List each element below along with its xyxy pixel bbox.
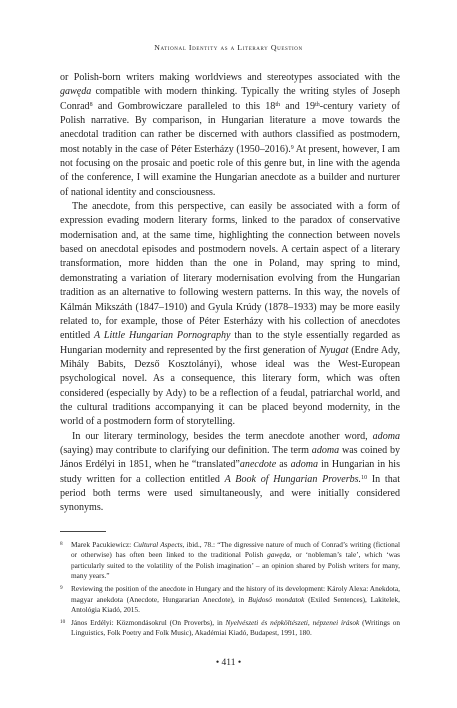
text-run: in Hungarian in his study written for a collection entitled	[60, 459, 400, 485]
text-run: (Writings on Linguistics, Folk Poetry and Folk Music), Akadémiai Kiadó, Budapest, 1991, 180.	[71, 617, 400, 638]
footnote-number: 8	[60, 541, 63, 547]
text-run: In that period both terms were used simultaneously, and were initially considered synonyms.	[60, 473, 400, 514]
text-run: Reviewing the position of the anecdote in Hungary and the history of its development: Károly Alexa: Anekdota, magyar anekdota (Anecdote, Hungararian Anecdote), in	[71, 584, 400, 604]
text-run: (Exiled Sentences), Lakitelek, Antológia Kiadó, 2015.	[71, 594, 400, 614]
text-run: and 19	[280, 100, 316, 112]
text-run: compatible with modern thinking. Typically the writing styles of Joseph Conrad	[60, 86, 400, 112]
text-run: or Polish-born writers making worldviews and stereotypes associated with the	[60, 72, 400, 83]
text-run: Marek Pacukiewicz:	[71, 540, 134, 549]
italic-text: anecdote	[239, 459, 277, 471]
text-run: than to the style essentially regarded as Hungarian modernity and represented by the first generation of	[60, 330, 400, 356]
footnote-number: 10	[60, 618, 66, 625]
italic-text: Nyelvészeti és népköltészeti, népzenei írások	[225, 617, 360, 627]
footnote	[60, 584, 400, 615]
italic-text: adoma	[311, 444, 340, 456]
footnote-text	[71, 618, 400, 637]
footnote-ref: 10	[361, 474, 368, 481]
text-run: At present, however, I am not focusing on the prosaic and poetic role of this genre but, in line with the agenda of the conference, I will examine the Hungarian anecdote as a builder and nurturer of national identity and consciousness.	[60, 143, 400, 198]
text-run: , ibid., 78.: “The digressive nature of much of Conrad’s writing (fictional or otherwise) has often been linked to the traditional Polish	[71, 540, 401, 560]
italic-text: adoma	[372, 430, 400, 442]
body-text	[60, 71, 400, 516]
italic-text: Cultural Aspects	[133, 540, 183, 549]
footnote-text	[71, 584, 400, 614]
text-run: and Gombrowiczare paralleled to this 18	[92, 100, 276, 112]
paragraph	[60, 430, 400, 516]
footnote-ref: 8	[89, 101, 93, 108]
italic-text: adoma	[290, 459, 318, 471]
footnote-rule	[60, 531, 106, 532]
text-run: (saying) may contribute to clarifying our definition. The term	[60, 444, 312, 456]
italic-text: gawęda	[60, 86, 92, 98]
text-run: as	[276, 459, 291, 471]
running-header: National Identity as a Literary Question	[154, 43, 303, 52]
italic-text: gawęda	[267, 550, 290, 560]
text-run: -century variety of Polish narrative. By comparison, in Hungarian literature a move towards the anecdotal tradition can rather be discerned with authors classified as postmodern, most notably in the case of Péter Esterházy (1950–2016).	[60, 100, 400, 155]
footnote-ref: th	[275, 101, 280, 108]
footnote-ref: th	[315, 101, 320, 108]
italic-text: A Little Hungarian Pornography	[94, 330, 231, 342]
paragraph	[60, 71, 400, 200]
text-run: (Endre Ady, Mihály Babits, Dezső Kosztolányi), whose ideal was the West-European psychological novel. As a consequence, this literary form, which was often considered (especially by Ady) to be a reflection of a feudal, patriarchal world, and the cultural traditions accompanying it can be placed beyond modernity, in the world of a postmodern form of storytelling.	[60, 344, 400, 428]
italic-text: A Book of Hungarian Proverbs.	[224, 473, 362, 485]
footnotes	[60, 540, 400, 641]
footnote-ref: 9	[290, 144, 294, 151]
italic-text: Bujdosó mondatok	[247, 594, 305, 604]
text-run: was coined by János Erdélyi in 1851, when he “translated”	[60, 444, 400, 471]
paragraph	[60, 200, 400, 430]
footnote	[60, 540, 400, 582]
text-run: János Erdélyi: Közmondásokrul (On Proverbs), in	[71, 617, 226, 627]
footnote-number: 9	[60, 585, 63, 592]
text-run: , or ‘nobleman’s tale’, which ‘was particularly suited to the volatility of the Polish imagination’ – an opinion shared by Polish writers for many, many years.”	[71, 550, 400, 581]
text-run: The anecdote, from this perspective, can easily be associated with a form of expression evading modern literary forms, linked to the paradox of conservative modernisation and, at the same time, highlighting the connection between novels based on anecdotal episodes and postmodern novels. A certain aspect of a literary transformation, more hidden than the one in Poland, may spring to mind, demonstrating a variation of literary modernisation evolving from the Hungarian tradition as an alternative to following western patterns. In this way, the novels of Kálmán Mikszáth (1847–1910) and Gyula Krúdy (1878–1933) may be more easily related to, for example, those of Péter Esterházy with his collection of anecdotes entitled	[60, 201, 400, 342]
footnote	[60, 618, 400, 639]
text-run: In our literary terminology, besides the term anecdote another word,	[72, 430, 373, 442]
footnote-text	[71, 540, 400, 580]
italic-text: Nyugat	[319, 344, 349, 356]
page-number: • 411 •	[215, 658, 242, 668]
